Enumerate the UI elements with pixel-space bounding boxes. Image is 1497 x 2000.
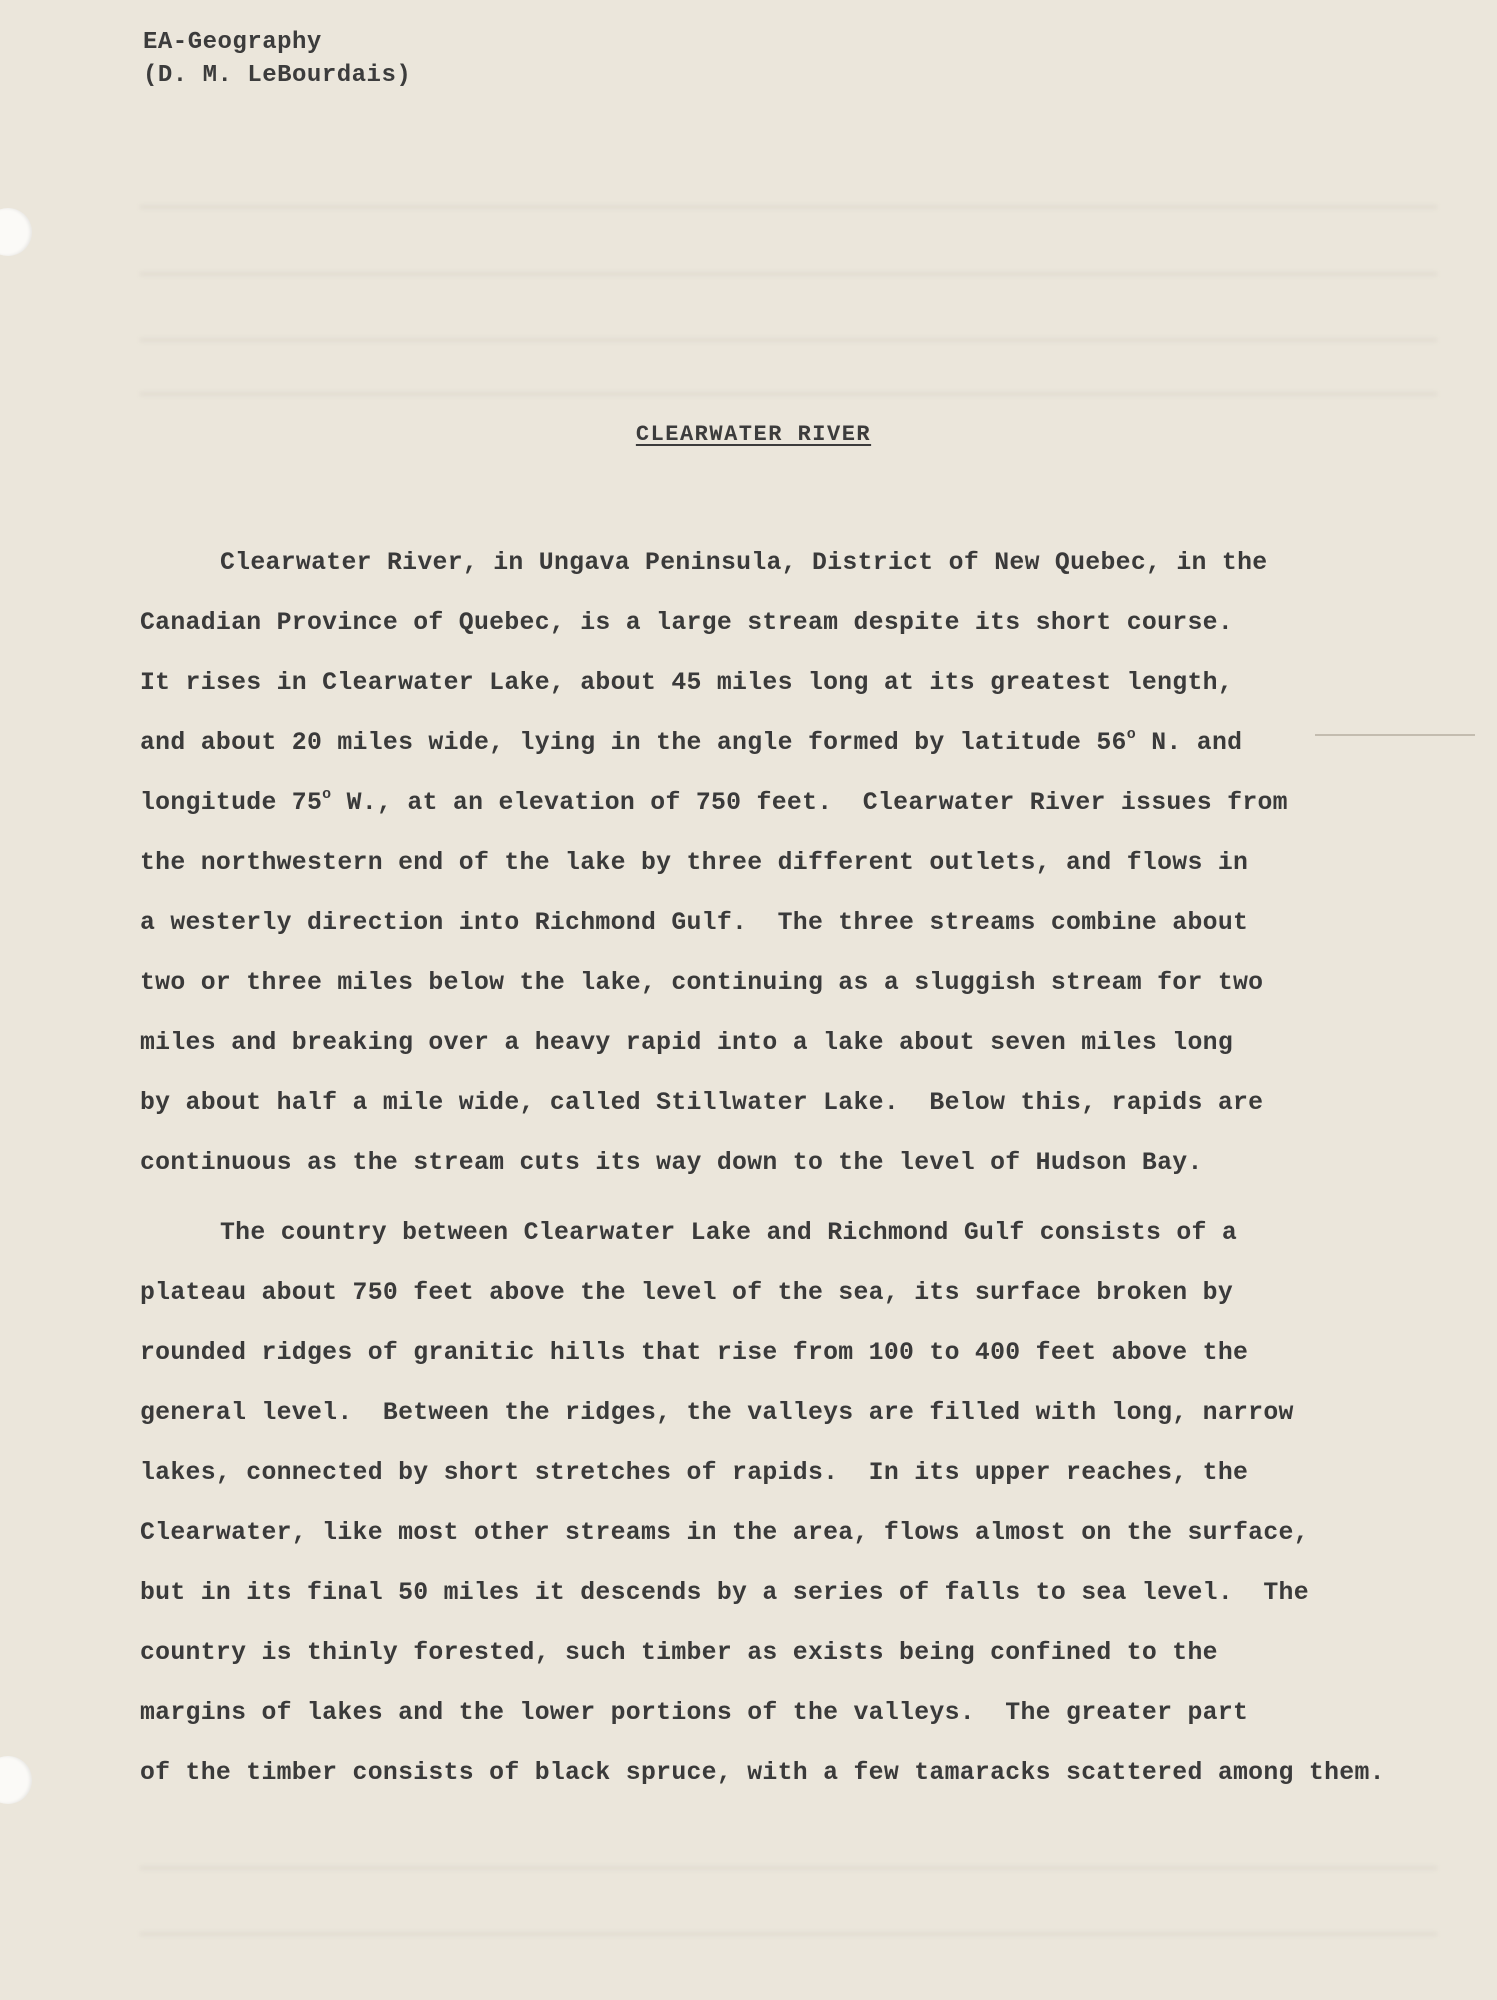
body-line: Canadian Province of Quebec, is a large stream despite its short course. <box>140 609 1233 637</box>
body-line: margins of lakes and the lower portions of the valleys. The greater part <box>140 1699 1249 1727</box>
punch-hole <box>0 208 32 256</box>
bleed-through-line <box>140 338 1437 342</box>
document-title: CLEARWATER RIVER <box>635 422 872 447</box>
body-line <box>140 728 1242 758</box>
bleed-through-line <box>140 205 1437 209</box>
body-line: the northwestern end of the lake by three different outlets, and flows in <box>140 849 1249 877</box>
body-line: two or three miles below the lake, continuing as a sluggish stream for two <box>140 969 1264 997</box>
document-header <box>143 26 411 92</box>
body-text: N. and <box>1136 729 1243 757</box>
body-line: Clearwater River, in Ungava Peninsula, District of New Quebec, in the <box>220 549 1268 577</box>
punch-hole <box>0 1756 32 1804</box>
body-line: but in its final 50 miles it descends by a series of falls to sea level. The <box>140 1579 1309 1607</box>
body-line: miles and breaking over a heavy rapid into a lake about seven miles long <box>140 1029 1233 1057</box>
body-line: continuous as the stream cuts its way down to the level of Hudson Bay. <box>140 1149 1203 1177</box>
body-text: and about 20 miles wide, lying in the angle formed by latitude 56 <box>140 729 1127 757</box>
body-line: It rises in Clearwater Lake, about 45 miles long at its greatest length, <box>140 669 1233 697</box>
bleed-through-line <box>140 272 1437 276</box>
body-line: Clearwater, like most other streams in the area, flows almost on the surface, <box>140 1519 1309 1547</box>
bleed-through-line <box>140 1932 1437 1936</box>
body-line: plateau about 750 feet above the level of the sea, its surface broken by <box>140 1279 1233 1307</box>
header-subject: EA-Geography <box>143 29 322 56</box>
body-text: W., at an elevation of 750 feet. Clearwater River issues from <box>331 789 1288 817</box>
degree-symbol: o <box>1126 726 1137 743</box>
bleed-through-line <box>140 392 1437 396</box>
body-line <box>140 788 1288 818</box>
body-line: lakes, connected by short stretches of rapids. In its upper reaches, the <box>140 1459 1249 1487</box>
body-line: rounded ridges of granitic hills that rise from 100 to 400 feet above the <box>140 1339 1249 1367</box>
body-text: longitude 75 <box>140 789 323 817</box>
body-line: general level. Between the ridges, the valleys are filled with long, narrow <box>140 1399 1294 1427</box>
body-line: country is thinly forested, such timber as exists being confined to the <box>140 1639 1218 1667</box>
bleed-through-line <box>140 1866 1437 1870</box>
margin-mark <box>1315 734 1475 736</box>
degree-symbol: o <box>322 786 332 803</box>
body-line: a westerly direction into Richmond Gulf. The three streams combine about <box>140 909 1249 937</box>
body-line: The country between Clearwater Lake and Richmond Gulf consists of a <box>220 1219 1238 1247</box>
body-line: by about half a mile wide, called Stillwater Lake. Below this, rapids are <box>140 1089 1264 1117</box>
body-line: of the timber consists of black spruce, with a few tamaracks scattered among them. <box>140 1759 1385 1787</box>
header-author: (D. M. LeBourdais) <box>143 62 412 89</box>
